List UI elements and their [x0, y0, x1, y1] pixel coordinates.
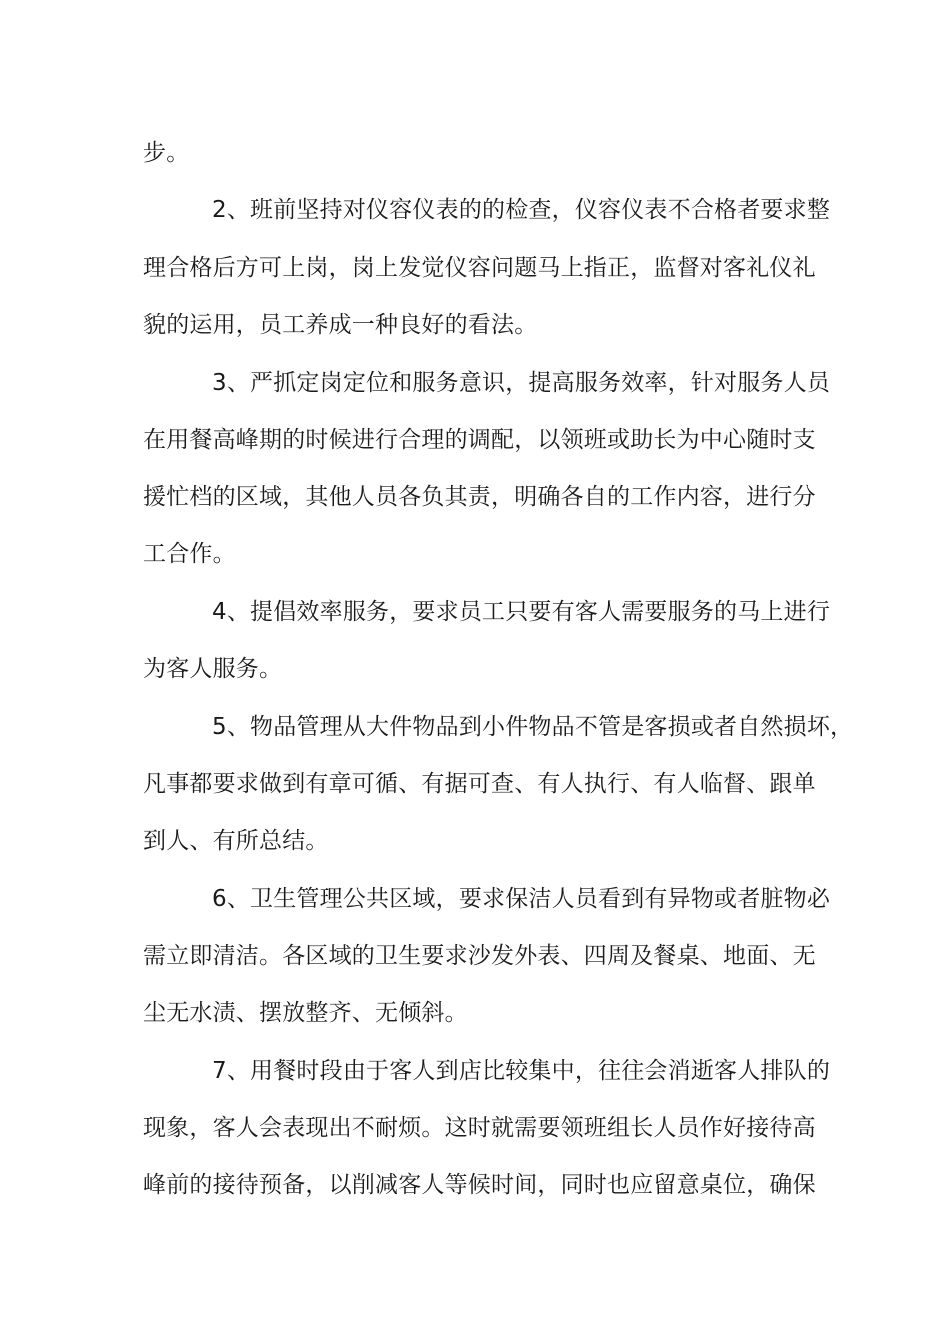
text-line: 貌的运用，员工养成一种良好的看法。: [143, 312, 538, 338]
text-line: 为客人服务。: [143, 656, 283, 682]
text-line: 工合作。: [143, 541, 236, 567]
paragraph-6-line: 6、卫生管理公共区域，要求保洁人员看到有异物或者脏物必: [212, 886, 831, 912]
paragraph-7-line: 7、用餐时段由于客人到店比较集中，往往会消逝客人排队的: [212, 1058, 831, 1084]
paragraph-3-line: 3、严抓定岗定位和服务意识，提高服务效率，针对服务人员: [212, 370, 831, 396]
text-line: 到人、有所总结。: [143, 828, 329, 854]
text-line: 援忙档的区域，其他人员各负其责，明确各自的工作内容，进行分: [143, 484, 816, 510]
text-line: 在用餐高峰期的时候进行合理的调配，以领班或助长为中心随时支: [143, 427, 816, 453]
text-line: 尘无水渍、摆放整齐、无倾斜。: [143, 1000, 468, 1026]
text-line: 步。: [143, 140, 190, 166]
paragraph-2-line: 2、班前坚持对仪容仪表的的检查，仪容仪表不合格者要求整: [212, 197, 831, 223]
text-line: 凡事都要求做到有章可循、有据可查、有人执行、有人临督、跟单: [143, 771, 816, 797]
text-line: 理合格后方可上岗，岗上发觉仪容问题马上指正，监督对客礼仪礼: [143, 255, 816, 281]
text-line: 峰前的接待预备，以削减客人等候时间，同时也应留意桌位，确保: [143, 1172, 816, 1198]
text-line: 需立即清洁。各区域的卫生要求沙发外表、四周及餐桌、地面、无: [143, 943, 816, 969]
paragraph-5-line: 5、物品管理从大件物品到小件物品不管是客损或者自然损坏，: [212, 714, 854, 740]
paragraph-4-line: 4、提倡效率服务，要求员工只要有客人需要服务的马上进行: [212, 599, 831, 625]
text-line: 现象，客人会表现出不耐烦。这时就需要领班组长人员作好接待高: [143, 1115, 816, 1141]
